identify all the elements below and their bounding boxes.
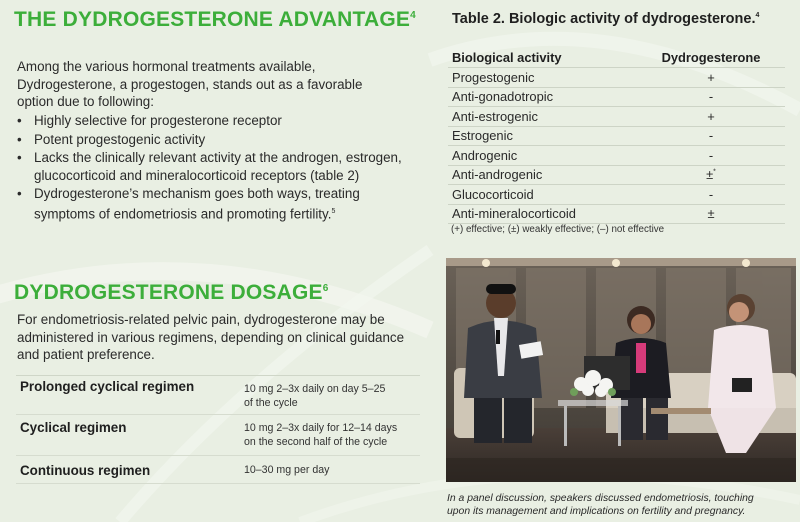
value-cell: - bbox=[637, 126, 785, 146]
table-row bbox=[16, 415, 420, 456]
advantage-intro: Among the various hormonal treatments available, Dydrogesterone, a progestogen, stands out as a favorable option due to following: bbox=[17, 59, 363, 110]
table-row bbox=[448, 204, 785, 224]
activity-cell: Estrogenic bbox=[448, 126, 637, 146]
table-title: Table 2. Biologic activity of dydrogesterone.$^4$ bbox=[452, 11, 760, 27]
list-item: • Lacks the clinically relevant activity at the androgen, estrogen, glucocorticoid and mineralocorticoid receptors (table 2) bbox=[17, 149, 422, 184]
regimen-dose: 10 mg 2–3x daily on day 5–25 of the cycle bbox=[244, 383, 386, 409]
value-cell: ± bbox=[637, 204, 785, 224]
value-cell: - bbox=[637, 146, 785, 166]
dosage-heading: DYDROGESTERONE DOSAGE$^6$ bbox=[14, 281, 329, 304]
activity-cell: Anti-gonadotropic bbox=[448, 87, 637, 107]
activity-cell: Anti-androgenic bbox=[448, 165, 637, 185]
column-header-dydrogesterone: Dydrogesterone bbox=[661, 50, 761, 65]
value-cell: + bbox=[637, 68, 785, 88]
activity-cell: Androgenic bbox=[448, 146, 637, 166]
value-cell: ±* bbox=[637, 165, 785, 185]
column-header-activity: Biological activity bbox=[452, 50, 562, 65]
value-cell: - bbox=[637, 87, 785, 107]
biologic-activity-table bbox=[448, 47, 785, 224]
table-row bbox=[16, 376, 420, 415]
table-row bbox=[448, 107, 785, 127]
regimen-name: Continuous regimen bbox=[20, 463, 151, 478]
regimen-name: Cyclical regimen bbox=[20, 420, 127, 435]
value-cell: + bbox=[637, 107, 785, 127]
value-cell: - bbox=[637, 185, 785, 205]
table-row bbox=[448, 87, 785, 107]
regimen-name: Prolonged cyclical regimen bbox=[20, 379, 195, 394]
regimen-dose: 10 mg 2–3x daily for 12–14 days on the second half of the cycle bbox=[244, 422, 398, 448]
dosage-intro: For endometriosis-related pelvic pain, dydrogesterone may be administered in various regimens, depending on clinical guidance and patient preference. bbox=[17, 312, 405, 363]
activity-cell: Anti-estrogenic bbox=[448, 107, 637, 127]
table-row bbox=[16, 456, 420, 484]
table-row bbox=[448, 126, 785, 146]
activity-cell: Glucocorticoid bbox=[448, 185, 637, 205]
table-legend: (+) effective; (±) weakly effective; (–) not effective bbox=[451, 224, 665, 235]
table-row bbox=[448, 68, 785, 88]
list-item: • Dydrogesterone’s mechanism goes both ways, treating symptoms of endometriosis and promoting fertility.$^5$ bbox=[17, 185, 422, 223]
advantage-list bbox=[17, 112, 422, 224]
table-row bbox=[448, 146, 785, 166]
table-header-row bbox=[448, 47, 785, 68]
advantage-heading: THE DYDROGESTERONE ADVANTAGE$^4$ bbox=[14, 8, 416, 31]
list-item: • Highly selective for progesterone receptor bbox=[17, 112, 422, 130]
regimen-dose: 10–30 mg per day bbox=[244, 464, 330, 476]
list-item: • Potent progestogenic activity bbox=[17, 131, 422, 149]
panel-discussion-photo bbox=[446, 258, 796, 482]
photo-caption: In a panel discussion, speakers discussed endometriosis, touching upon its management and implications on fertility and pregnancy. bbox=[447, 493, 754, 517]
table-row bbox=[448, 185, 785, 205]
table-row bbox=[448, 165, 785, 185]
activity-cell: Progestogenic bbox=[448, 68, 637, 88]
activity-cell: Anti-mineralocorticoid bbox=[448, 204, 637, 224]
regimen-table bbox=[16, 375, 420, 484]
